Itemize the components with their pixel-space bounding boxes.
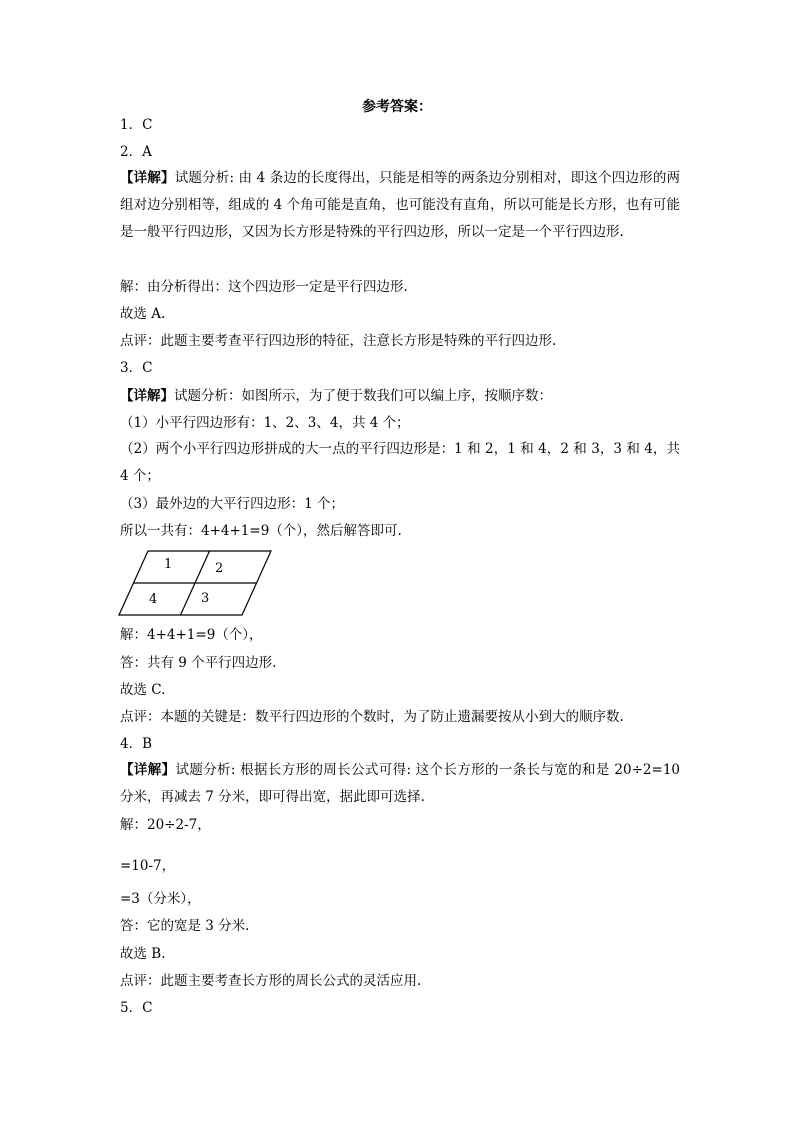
q3-comment: 点评：本题的关键是：数平行四边形的个数时，为了防止遗漏要按从小到大的顺序数.: [120, 709, 624, 725]
q2-solution: 解：由分析得出：这个四边形一定是平行四边形.: [120, 279, 408, 295]
answer-5: 5．C: [120, 1000, 153, 1016]
q4-step-2: =10-7，: [120, 858, 176, 874]
q3-analysis-text: 试题分析：如图所示，为了便于数我们可以编上序，按顺序数：: [174, 388, 552, 404]
q3-item-1: （1）小平行四边形有：1、2、3、4，共 4 个；: [120, 415, 410, 431]
page-title: 参考答案：: [362, 99, 432, 115]
figure-label-1: 1: [164, 557, 173, 572]
figure-label-4: 4: [149, 592, 158, 607]
q4-analysis-text: 试题分析: 根据长方形的周长公式可得: 这个长方形的一条长与宽的和是 20÷2=10 分米，再减去 7 分米，即可得出宽，据此即可选择.: [120, 762, 681, 805]
q2-analysis-text: 试题分析: 由 4 条边的长度得出，只能是相等的两条边分别相对，即这个四边形的两组对边分别相等，组成的 4 个角可能是直角，也可能没有直角，所以可能是长方形，也有可能是一般平行四边形，又因为长方形是特殊的平行四边形，所以一定是一个平行四边形.: [120, 170, 680, 240]
q4-choice: 故选 B.: [120, 946, 166, 962]
q4-answer: 答：它的宽是 3 分米.: [120, 918, 250, 934]
q2-analysis: [120, 165, 680, 246]
q4-analysis: [120, 757, 680, 811]
detail-tag: 【详解】: [120, 170, 175, 186]
answer-2: 2．A: [120, 144, 152, 160]
answer-1: 1．C: [120, 117, 153, 133]
answer-3: 3．C: [120, 360, 153, 376]
answer-4: 4．B: [120, 736, 153, 752]
q4-step-3: =3（分米），: [120, 891, 201, 907]
q3-analysis: [120, 387, 680, 405]
q3-item-3: （3）最外边的大平行四边形：1 个；: [120, 496, 344, 512]
q3-total: 所以一共有：4+4+1=9（个），然后解答即可.: [120, 523, 402, 539]
q3-answer: 答：共有 9 个平行四边形.: [120, 655, 277, 671]
detail-tag: 【详解】: [120, 388, 174, 404]
q2-comment: 点评：此题主要考查平行四边形的特征，注意长方形是特殊的平行四边形.: [120, 333, 557, 349]
q4-comment: 点评：此题主要考查长方形的周长公式的灵活应用.: [120, 973, 422, 989]
figure-label-2: 2: [215, 561, 224, 576]
parallelogram-figure: [118, 548, 278, 620]
figure-label-3: 3: [201, 591, 210, 606]
q3-solution: 解：4+4+1=9（个），: [120, 627, 263, 643]
q3-choice: 故选 C.: [120, 682, 166, 698]
q2-choice: 故选 A.: [120, 306, 166, 322]
detail-tag: 【详解】: [120, 762, 176, 778]
q3-item-2: （2）两个小平行四边形拼成的大一点的平行四边形是：1 和 2，1 和 4，2 和 3，3 和 4，共 4 个；: [120, 441, 680, 484]
q4-step-1: 解：20÷2-7，: [120, 817, 211, 833]
